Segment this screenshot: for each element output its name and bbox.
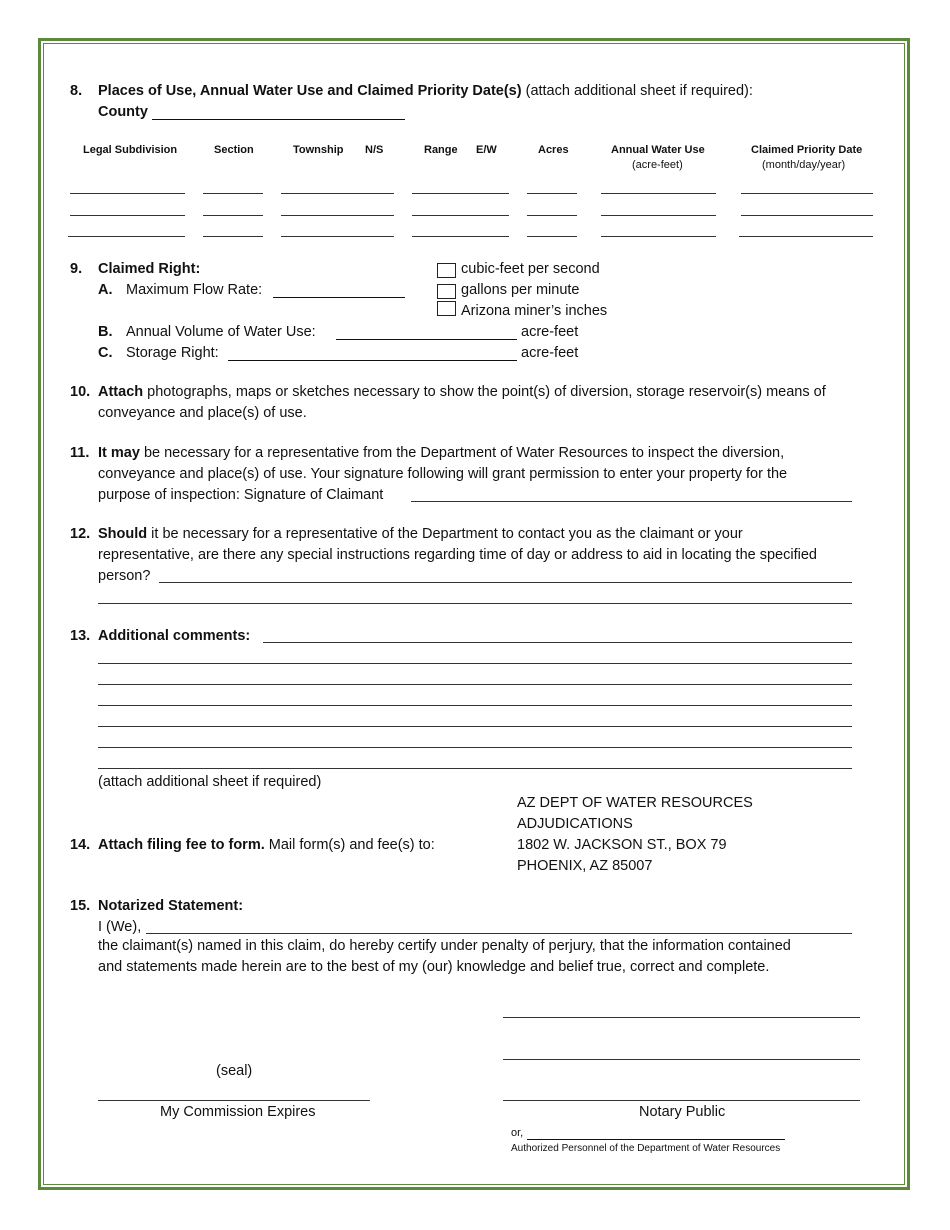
commission-expires-field[interactable] [98, 1100, 370, 1101]
col-claimed-priority-date: Claimed Priority Date [751, 144, 863, 156]
section-11-number: 11. [70, 445, 90, 461]
annual-volume-unit: acre-feet [521, 324, 579, 340]
special-instructions-field-2[interactable] [98, 603, 852, 604]
section-12-text1: it be necessary for a representative of the Department to contact you as the claimant or your [151, 526, 743, 542]
claimant-signature-line-1[interactable] [503, 1017, 860, 1018]
item-c-letter: C. [98, 345, 113, 361]
i-we-label: I (We), [98, 919, 142, 935]
miners-inches-label: Arizona miner’s inches [461, 303, 608, 319]
section-8-title: Places of Use, Annual Water Use and Claimed Priority Date(s) [98, 83, 522, 99]
col-legal-subdivision: Legal Subdivision [83, 144, 178, 156]
item-a-letter: A. [98, 282, 113, 298]
comments-line-4[interactable] [98, 705, 852, 706]
comments-line-2[interactable] [98, 663, 852, 664]
gpm-checkbox[interactable] [437, 284, 456, 299]
comments-line-1[interactable] [263, 642, 852, 643]
cfs-checkbox[interactable] [437, 263, 456, 278]
claimant-signature-field[interactable] [411, 501, 852, 502]
section-8-heading [98, 82, 753, 100]
comments-line-5[interactable] [98, 726, 852, 727]
comments-line-3[interactable] [98, 684, 852, 685]
section-14-number: 14. [70, 837, 91, 853]
storage-right-field[interactable] [228, 360, 517, 361]
col-priority-unit: (month/day/year) [762, 159, 846, 171]
address-line-1: AZ DEPT OF WATER RESOURCES [517, 795, 753, 811]
notary-signature-field[interactable] [503, 1100, 860, 1101]
annual-volume-field[interactable] [336, 339, 517, 340]
county-field[interactable] [152, 119, 405, 120]
section-11-line2: conveyance and place(s) of use. Your signature following will grant permission to enter your property for the [98, 466, 788, 482]
section-11-line3: purpose of inspection: Signature of Claimant [98, 487, 384, 503]
col-annual-unit: (acre-feet) [632, 159, 683, 171]
col-annual-water-use: Annual Water Use [611, 144, 705, 156]
col-ew: E/W [476, 144, 497, 156]
section-9-number: 9. [70, 261, 83, 277]
or-label: or, [511, 1127, 524, 1139]
comments-line-6[interactable] [98, 747, 852, 748]
section-10-line2: conveyance and place(s) of use. [98, 405, 307, 421]
notarized-statement-title: Notarized Statement: [98, 898, 244, 914]
col-township: Township [293, 144, 344, 156]
commission-expires-label: My Commission Expires [160, 1104, 316, 1120]
section-14-line [98, 836, 435, 854]
item-b-letter: B. [98, 324, 113, 340]
col-section: Section [214, 144, 254, 156]
section-12-line3: person? [98, 568, 151, 584]
section-11-line1 [98, 444, 784, 462]
claimed-right-title: Claimed Right: [98, 261, 201, 277]
section-10-bold: Attach [98, 384, 144, 400]
statement-line-2: and statements made herein are to the best of my (our) knowledge and belief true, correct and complete. [98, 959, 770, 975]
cfs-label: cubic-feet per second [461, 261, 600, 277]
section-11-text1: be necessary for a representative from the Department of Water Resources to inspect the diversion, [143, 445, 785, 461]
storage-right-unit: acre-feet [521, 345, 579, 361]
section-12-line1 [98, 525, 743, 543]
statement-line-1: the claimant(s) named in this claim, do hereby certify under penalty of perjury, that the information contained [98, 938, 791, 954]
seal-label: (seal) [216, 1063, 253, 1079]
special-instructions-field-1[interactable] [159, 582, 852, 583]
section-12-line2: representative, are there any special instructions regarding time of day or address to aid in locating the specified [98, 547, 817, 563]
notary-public-label: Notary Public [639, 1104, 726, 1120]
col-acres: Acres [538, 144, 569, 156]
section-14-bold: Attach filing fee to form. [98, 837, 265, 853]
section-13-note: (attach additional sheet if required) [98, 774, 322, 790]
section-10-text1: photographs, maps or sketches necessary to show the point(s) of diversion, storage reservoir(s) means of [147, 384, 826, 400]
gpm-label: gallons per minute [461, 282, 580, 298]
miners-inches-checkbox[interactable] [437, 301, 456, 316]
additional-comments-title: Additional comments: [98, 628, 251, 644]
section-8-number: 8. [70, 83, 83, 99]
max-flow-rate-label: Maximum Flow Rate: [126, 282, 263, 298]
section-10-number: 10. [70, 384, 91, 400]
address-line-3: 1802 W. JACKSON ST., BOX 79 [517, 837, 727, 853]
comments-line-7[interactable] [98, 768, 852, 769]
address-line-2: ADJUDICATIONS [517, 816, 633, 832]
annual-volume-label: Annual Volume of Water Use: [126, 324, 316, 340]
claimant-name-field[interactable] [146, 933, 852, 934]
section-8-note: (attach additional sheet if required): [525, 83, 753, 99]
storage-right-label: Storage Right: [126, 345, 219, 361]
section-12-bold: Should [98, 526, 148, 542]
section-11-bold: It may [98, 445, 140, 461]
claimant-signature-line-2[interactable] [503, 1059, 860, 1060]
col-range: Range [424, 144, 458, 156]
max-flow-rate-field[interactable] [273, 297, 405, 298]
authorized-personnel-field[interactable] [527, 1139, 785, 1140]
authorized-personnel-label: Authorized Personnel of the Department of Water Resources [511, 1143, 781, 1154]
address-line-4: PHOENIX, AZ 85007 [517, 858, 653, 874]
section-15-number: 15. [70, 898, 91, 914]
section-14-text: Mail form(s) and fee(s) to: [268, 837, 435, 853]
county-label: County [98, 104, 148, 120]
section-12-number: 12. [70, 526, 91, 542]
col-ns: N/S [365, 144, 384, 156]
section-13-number: 13. [70, 628, 91, 644]
section-10-line1 [98, 383, 826, 401]
